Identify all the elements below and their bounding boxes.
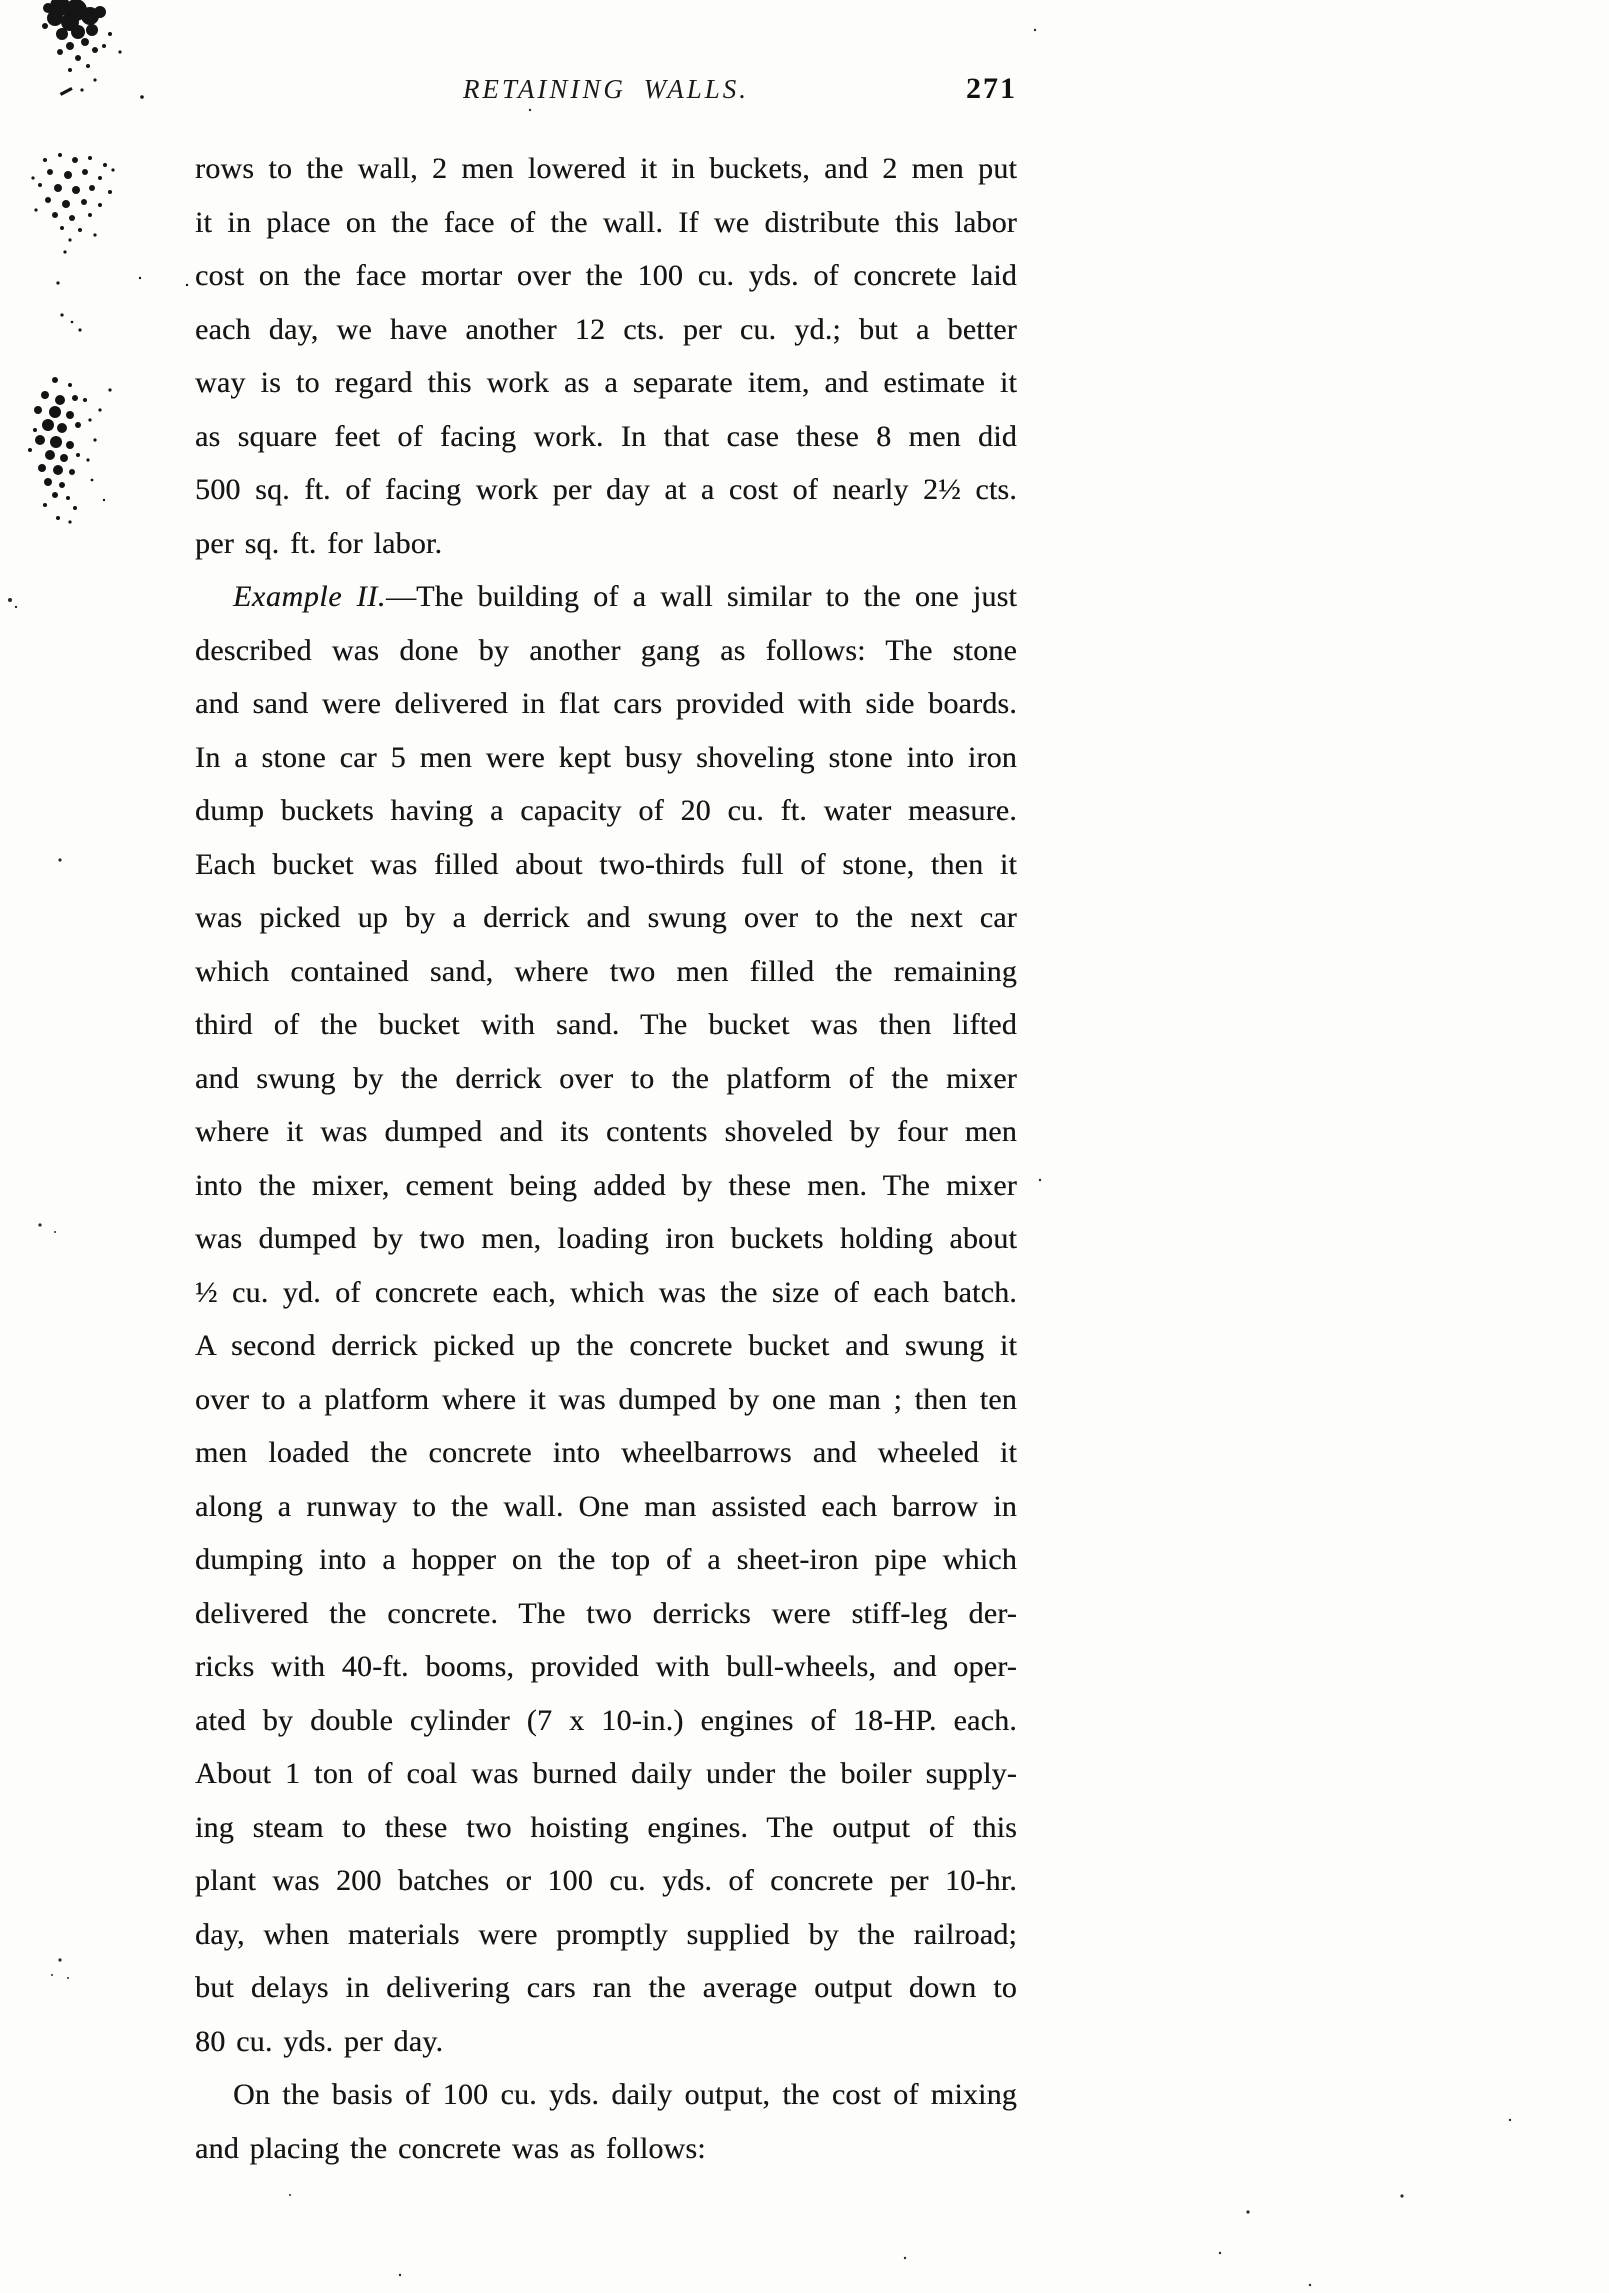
- text-line: but delays in delivering cars ran the average output down to: [195, 1971, 1017, 2004]
- text-line: ½ cu. yd. of concrete each, which was the size of each batch.: [195, 1275, 1017, 1309]
- text-line: plant was 200 batches or 100 cu. yds. of concrete per 10-hr.: [195, 1864, 1017, 1897]
- text-line: over to a platform where it was dumped by one man ; then ten: [195, 1382, 1017, 1416]
- text-line: and swung by the derrick over to the platform of the mixer: [195, 1061, 1017, 1095]
- text-line: Example II.—The building of a wall similar to the one just: [233, 580, 1017, 613]
- text-line: dump buckets having a capacity of 20 cu. ft. water measure.: [195, 794, 1017, 827]
- page-number: 271: [966, 72, 1017, 105]
- ink-smudge-mid: [31, 153, 188, 332]
- text-line: rows to the wall, 2 men lowered it in buckets, and 2 men put: [195, 152, 1017, 185]
- text-line: where it was dumped and its contents shoveled by four men: [195, 1115, 1017, 1148]
- text-line: men loaded the concrete into wheelbarrows and wheeled it: [195, 1436, 1017, 1469]
- text-line: ated by double cylinder (7 x 10-in.) engines of 18-HP. each.: [195, 1703, 1017, 1737]
- text-line: On the basis of 100 cu. yds. daily output, the cost of mixing: [233, 2078, 1017, 2111]
- text-line: described was done by another gang as follows: The stone: [195, 633, 1017, 667]
- text-line: day, when materials were promptly supplied by the railroad;: [195, 1917, 1017, 1951]
- text-line: and sand were delivered in flat cars provided with side boards.: [195, 687, 1017, 720]
- text-line: 500 sq. ft. of facing work per day at a cost of nearly 2½ cts.: [195, 473, 1017, 506]
- text-line: was picked up by a derrick and swung over to the next car: [195, 901, 1017, 934]
- text-line: and placing the concrete was as follows:: [195, 2131, 706, 2165]
- text-line: was dumped by two men, loading iron buckets holding about: [195, 1222, 1017, 1255]
- running-head: [195, 74, 1017, 114]
- text-line: as square feet of facing work. In that case these 8 men did: [195, 419, 1017, 453]
- text-line: ricks with 40-ft. booms, provided with bull-wheels, and oper-: [195, 1650, 1017, 1683]
- text-line: Each bucket was filled about two-thirds full of stone, then it: [195, 847, 1017, 881]
- example-label: Example II.: [233, 580, 386, 613]
- text-line: A second derrick picked up the concrete bucket and swung it: [195, 1329, 1017, 1362]
- ink-smudge-top-corner: [42, 0, 144, 99]
- text-line: dumping into a hopper on the top of a sheet-iron pipe which: [195, 1543, 1017, 1576]
- running-head-title: RETAINING WALLS.: [462, 74, 750, 104]
- ink-smudge-lower: [28, 377, 112, 524]
- text-line: per sq. ft. for labor.: [195, 526, 443, 560]
- text-line: About 1 ton of coal was burned daily under the boiler supply-: [195, 1757, 1017, 1790]
- text-line: third of the bucket with sand. The bucket was then lifted: [195, 1008, 1017, 1041]
- text-line: into the mixer, cement being added by these men. The mixer: [195, 1168, 1017, 1202]
- text-line: along a runway to the wall. One man assisted each barrow in: [195, 1489, 1017, 1523]
- text-line: ing steam to these two hoisting engines. The output of this: [195, 1810, 1017, 1844]
- text-line: cost on the face mortar over the 100 cu. yds. of concrete laid: [195, 259, 1017, 292]
- text-line: way is to regard this work as a separate item, and estimate it: [195, 366, 1017, 399]
- text-line: which contained sand, where two men filled the remaining: [195, 954, 1017, 988]
- text-line: it in place on the face of the wall. If we distribute this labor: [195, 205, 1017, 239]
- text-line: 80 cu. yds. per day.: [195, 2024, 444, 2058]
- text-line: each day, we have another 12 cts. per cu. yd.; but a better: [195, 312, 1017, 346]
- body-text: [195, 142, 1017, 2175]
- text-line: In a stone car 5 men were kept busy shoveling stone into iron: [195, 740, 1017, 774]
- text-line: delivered the concrete. The two derricks were stiff-leg der-: [195, 1596, 1017, 1630]
